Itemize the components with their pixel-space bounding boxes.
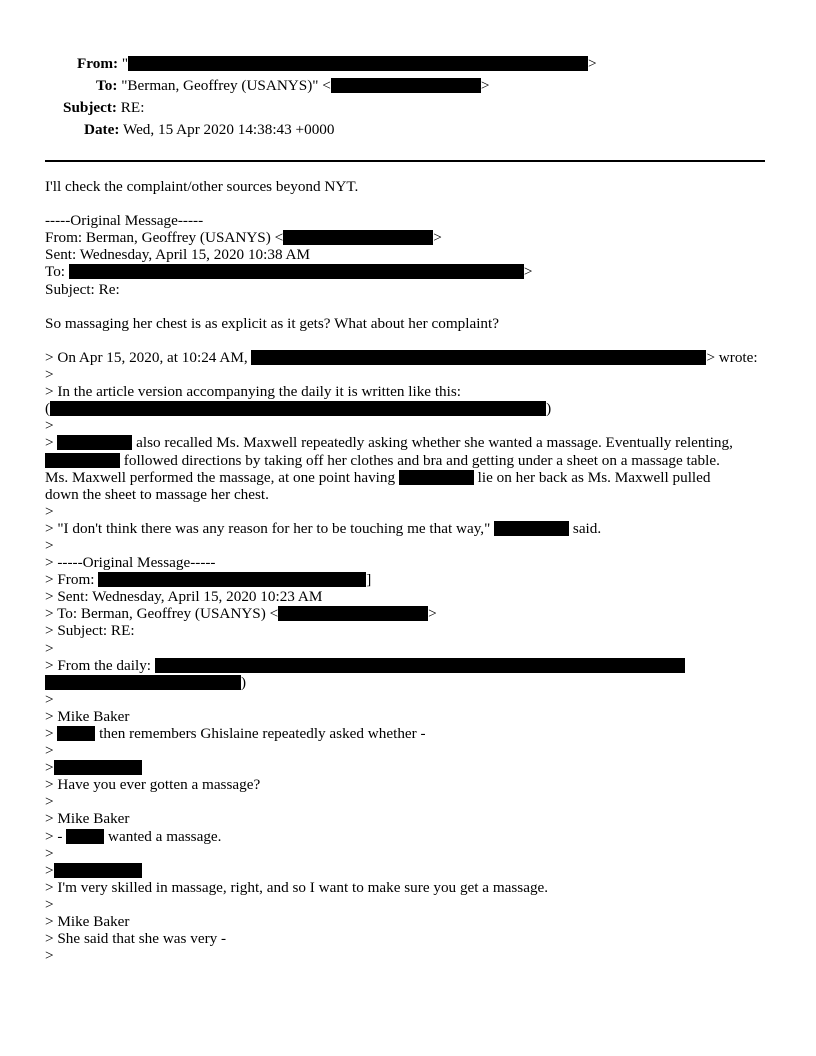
redaction-box — [54, 760, 142, 775]
subject-value: RE: — [120, 99, 145, 116]
redaction-box — [66, 829, 104, 844]
redaction-box — [399, 470, 474, 485]
body-line: > In the article version accompanying the daily it is written like this: — [45, 383, 461, 401]
redaction-box — [278, 606, 428, 621]
quote-line: > "I don't think there was any reason for her to be touching me that way," said. — [45, 519, 602, 537]
subject-row — [63, 99, 144, 117]
from-prefix: " — [121, 55, 129, 72]
quoted-sent-line: Sent: Wednesday, April 15, 2020 10:38 AM — [45, 246, 310, 264]
date-row — [84, 121, 334, 139]
redaction-box — [494, 521, 569, 536]
transcript-line: > I'm very skilled in massage, right, and so I want to make sure you get a massage. — [45, 878, 549, 896]
speaker-line: > Mike Baker — [45, 913, 130, 931]
message-body: I'll check the complaint/other sources beyond NYT. -----Original Message----- From: Berman, Geoffrey (USANYS) < > Sent: Wednesday, April 15, 2020 10:38 AM To: > Subject: Re: So massaging her chest is as explicit as it gets? What about her complaint? > On Apr 15, 2020, at 10:24 AM, > wrote: > > In the article version accompanying the daily it is written like this: ( ) > > also recalled Ms. Maxwell repeatedly asking whether she wanted a massage. Eventually relenting, followed directions by taking off her clothes and bra and getting under a sheet on a massage table. Ms. Maxwell performed the massage, at one point having lie on her back as Ms. Maxwell pulled down the sheet to massage her chest. > > "I don't think there was any reason for her to be touching me that way," said. > > -----Original Message----- > From: ] > Sent: Wednesday, April 15, 2020 10:23 AM > To: Berman, Geoffrey (USANYS) < > > Subject: RE: > > From the daily: ) > > Mike Baker > then remembers Ghislaine repeatedly asked whether - > > > Have you ever gotten a massage? > > Mike Baker > - wanted a massage. > > > I'm very skilled in massage, right, and so I want to make sure you get a massage. > > Mike Baker > She said that she was very - > — [45, 178, 775, 964]
redaction-box — [155, 658, 685, 673]
date-value: Wed, 15 Apr 2020 14:38:43 +0000 — [122, 121, 335, 138]
redaction-box — [45, 453, 120, 468]
quoted-sent-line: > Sent: Wednesday, April 15, 2020 10:23 AM — [45, 588, 323, 606]
body-line: > From the daily: — [45, 657, 775, 674]
to-value: "Berman, Geoffrey (USANYS)" < — [121, 77, 331, 94]
redaction-box — [251, 350, 706, 365]
article-paragraph: followed directions by taking off her clothes and bra and getting under a sheet on a massage table. — [45, 452, 775, 469]
transcript-line: > She said that she was very - — [45, 930, 227, 948]
transcript-line: > — [45, 862, 775, 879]
quoted-to-line: To: > — [45, 263, 533, 281]
redaction-box — [331, 78, 481, 93]
transcript-line: > Have you ever gotten a massage? — [45, 776, 261, 794]
body-line: So massaging her chest is as explicit as it gets? What about her complaint? — [45, 314, 499, 332]
redaction-box — [45, 675, 241, 690]
quoted-from-line: > From: ] — [45, 571, 372, 589]
redaction-box — [57, 435, 132, 450]
to-label: To: — [96, 77, 118, 94]
body-line: ) — [45, 674, 775, 691]
from-row: From: " > — [77, 55, 597, 72]
redaction-box — [54, 863, 142, 878]
speaker-line: > Mike Baker — [45, 707, 130, 725]
redaction-box — [69, 264, 524, 279]
original-message-marker: -----Original Message----- — [45, 212, 204, 230]
body-line: ( ) — [45, 400, 552, 418]
redaction-box — [128, 56, 588, 71]
subject-label: Subject: — [63, 99, 117, 116]
quoted-subject-line: Subject: Re: — [45, 280, 120, 298]
quote-attribution: > On Apr 15, 2020, at 10:24 AM, > wrote: — [45, 348, 758, 366]
redaction-box — [283, 230, 433, 245]
from-label: From: — [77, 55, 119, 72]
transcript-line: > — [45, 759, 775, 776]
transcript-line: > - wanted a massage. — [45, 827, 222, 845]
quoted-subject-line: > Subject: RE: — [45, 622, 135, 640]
body-line: I'll check the complaint/other sources beyond NYT. — [45, 178, 359, 195]
date-label: Date: — [84, 121, 120, 138]
quoted-from-line: From: Berman, Geoffrey (USANYS) < > — [45, 229, 442, 247]
original-message-marker: > -----Original Message----- — [45, 554, 216, 572]
redaction-box — [50, 401, 546, 416]
article-paragraph: Ms. Maxwell performed the massage, at one point having lie on her back as Ms. Maxwell pulled — [45, 468, 711, 486]
quoted-to-line: > To: Berman, Geoffrey (USANYS) < > — [45, 605, 437, 623]
header-divider — [45, 160, 765, 162]
article-paragraph: > also recalled Ms. Maxwell repeatedly asking whether she wanted a massage. Eventually relenting, — [45, 434, 733, 452]
redaction-box — [98, 572, 366, 587]
transcript-line: > then remembers Ghislaine repeatedly asked whether - — [45, 725, 426, 742]
to-row: To: "Berman, Geoffrey (USANYS)" < > — [96, 77, 490, 94]
speaker-line: > Mike Baker — [45, 810, 130, 828]
redaction-box — [57, 726, 95, 741]
article-paragraph: down the sheet to massage her chest. — [45, 485, 269, 503]
